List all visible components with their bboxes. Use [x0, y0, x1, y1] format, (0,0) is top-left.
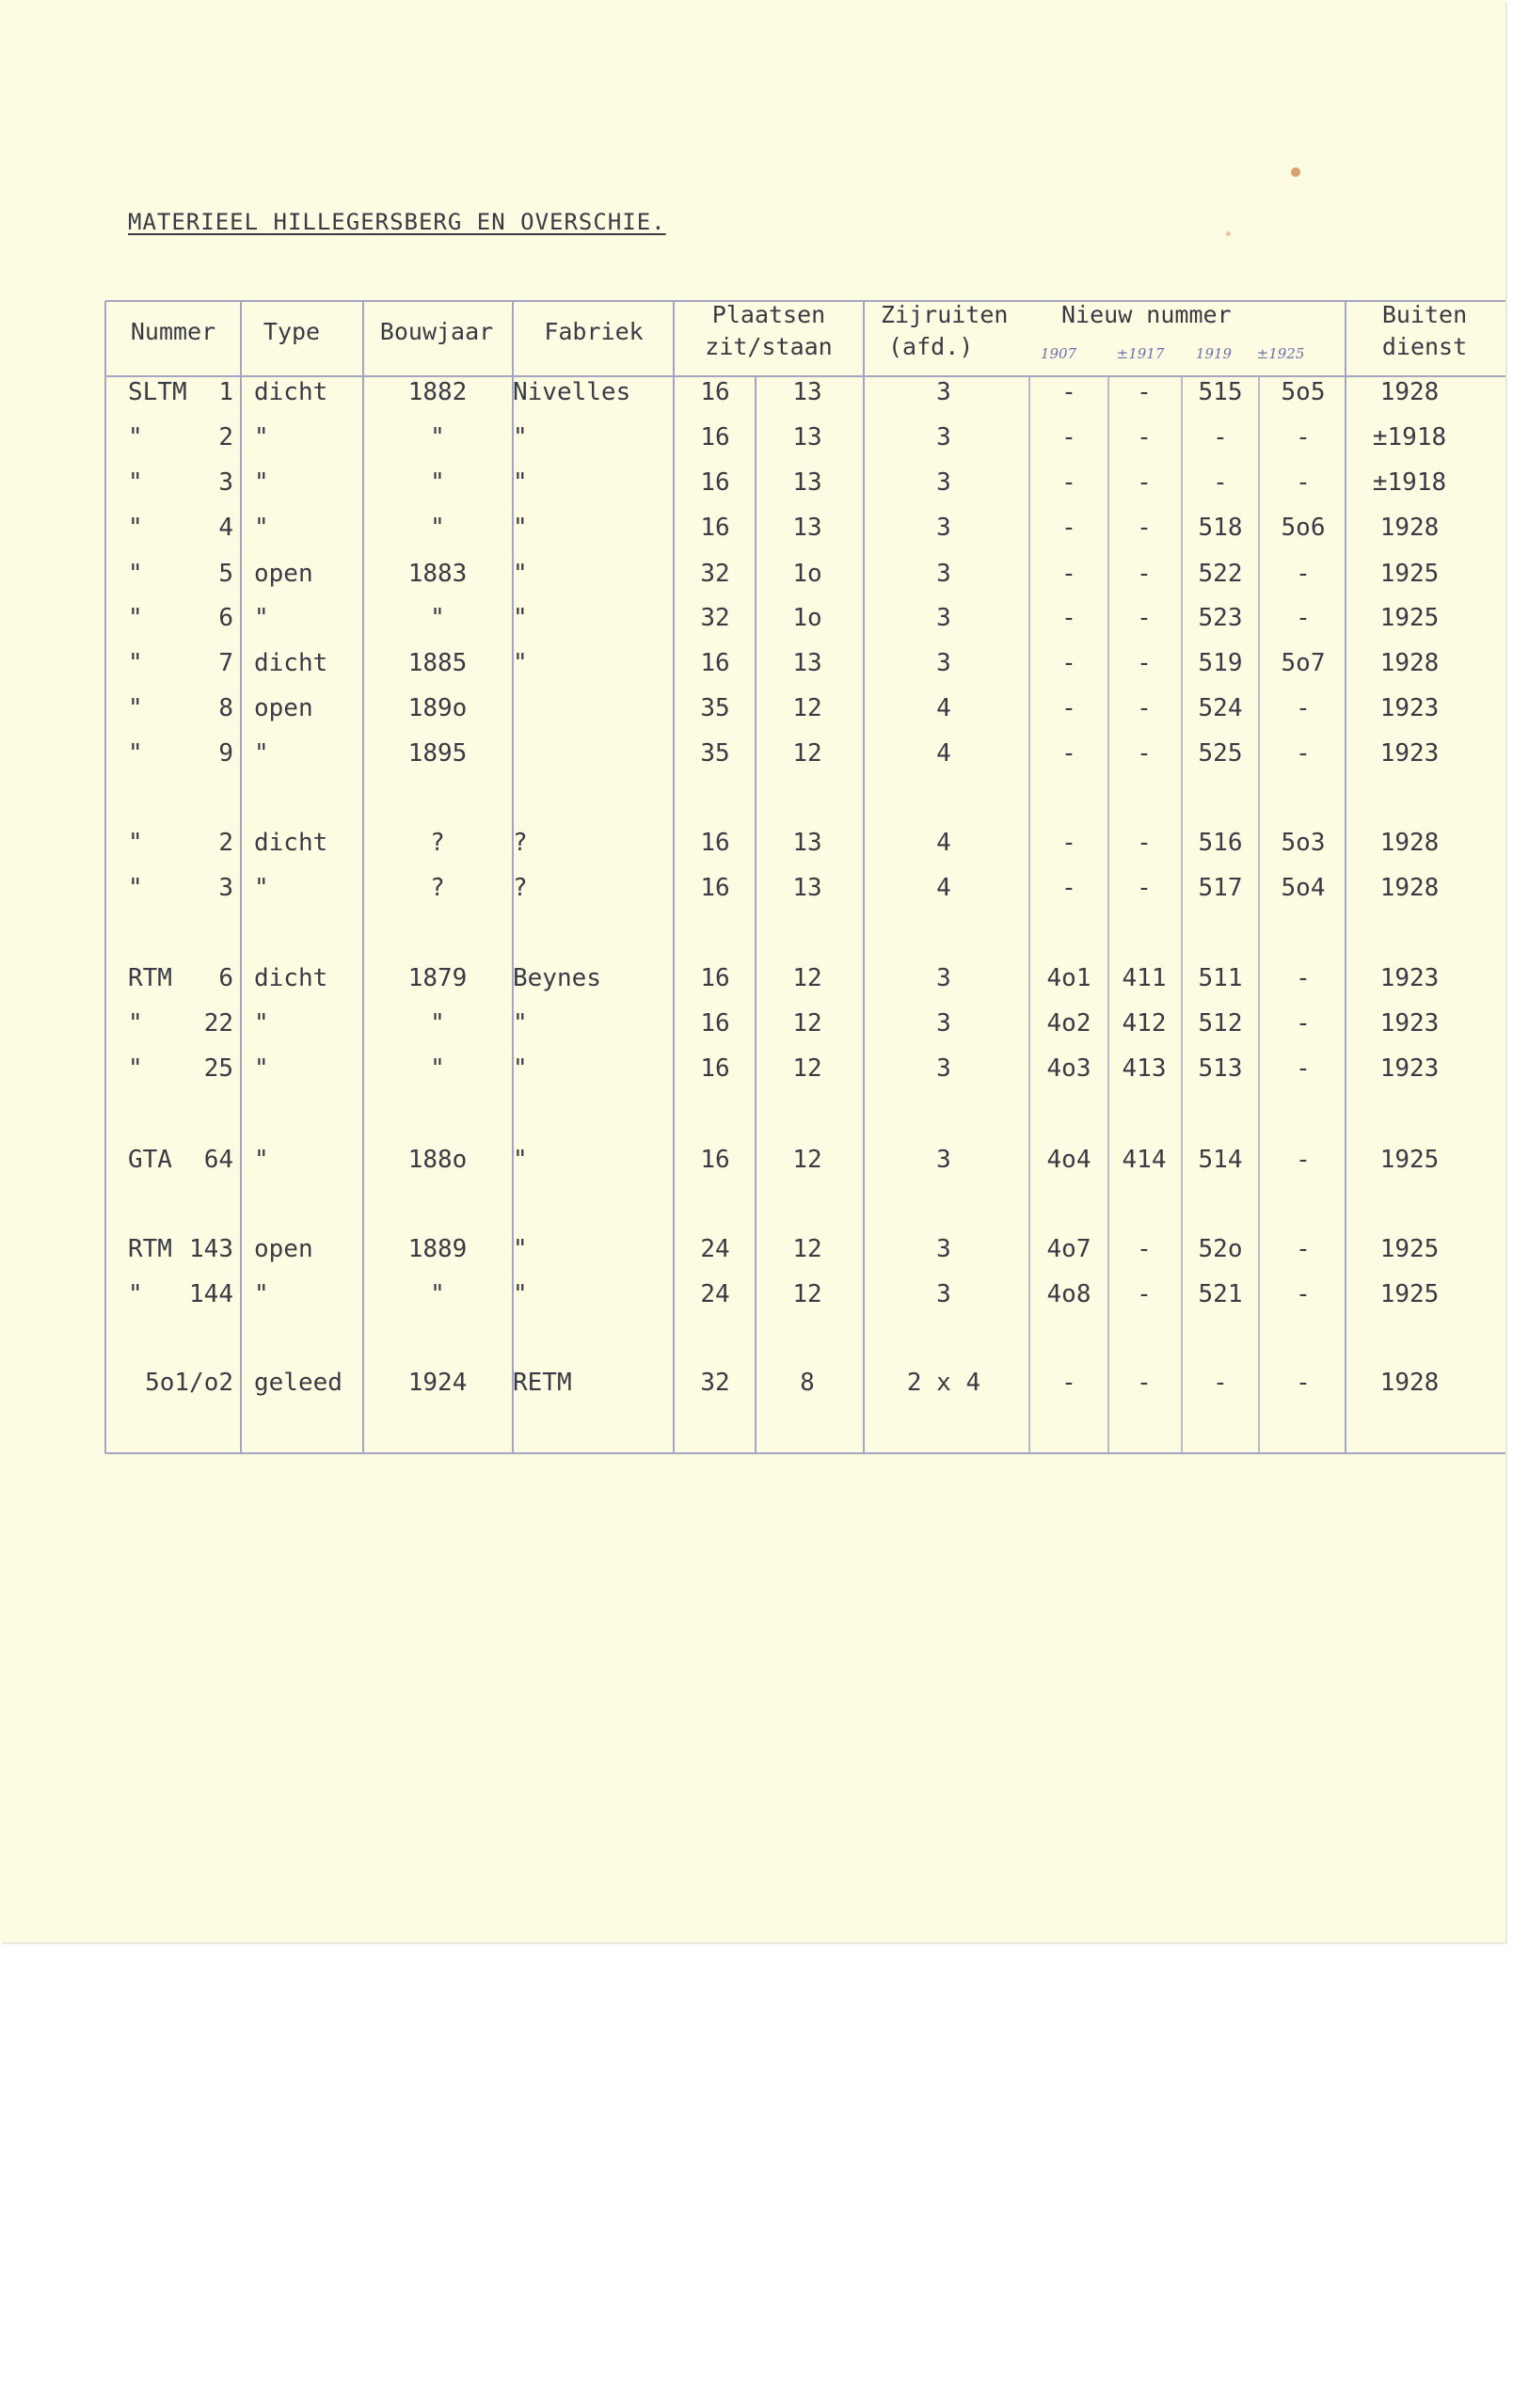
cell-type: open — [254, 1235, 313, 1263]
cell-n2: - — [1137, 649, 1152, 677]
cell-n2: - — [1137, 739, 1152, 768]
cell-prefix: " — [128, 1280, 143, 1308]
header-nieuw-nummer: Nieuw nummer — [1061, 301, 1232, 328]
handwritten-year: ±1925 — [1256, 345, 1305, 362]
cell-bouwjaar: ? — [430, 829, 445, 857]
cell-type: " — [254, 1054, 269, 1083]
cell-prefix: SLTM — [128, 378, 187, 406]
cell-zij: 3 — [936, 649, 951, 677]
cell-buiten: ±1918 — [1372, 423, 1447, 452]
cell-fabriek: " — [513, 649, 528, 677]
cell-staan: 12 — [792, 739, 822, 768]
cell-type: " — [254, 468, 269, 497]
cell-staan: 8 — [800, 1369, 815, 1397]
cell-fabriek: ? — [513, 874, 528, 902]
cell-type: " — [254, 514, 269, 542]
cell-n1: 4o4 — [1046, 1146, 1091, 1174]
cell-type: " — [254, 739, 269, 768]
cell-n3: 519 — [1198, 649, 1243, 677]
cell-prefix: " — [128, 649, 143, 677]
cell-bouwjaar: 1889 — [407, 1235, 468, 1263]
cell-zij: 4 — [936, 874, 951, 902]
cell-type: dicht — [254, 649, 328, 677]
header-dienst: dienst — [1381, 333, 1468, 360]
cell-num: 22 — [203, 1009, 233, 1038]
cell-n4: - — [1296, 468, 1311, 497]
cell-staan: 13 — [792, 378, 822, 406]
cell-type: geleed — [254, 1369, 342, 1397]
cell-n2: - — [1137, 829, 1152, 857]
cell-num: 9 — [218, 739, 233, 768]
cell-bouwjaar: 1924 — [407, 1369, 468, 1397]
cell-zij: 4 — [936, 694, 951, 722]
cell-zit: 16 — [700, 649, 730, 677]
cell-zit: 24 — [700, 1235, 730, 1263]
cell-n4: - — [1296, 604, 1311, 632]
cell-zij: 3 — [936, 1280, 951, 1308]
cell-n4: 5o4 — [1281, 874, 1326, 902]
cell-fabriek: " — [513, 1009, 528, 1038]
cell-staan: 1o — [792, 560, 822, 588]
cell-bouwjaar: 188o — [407, 1146, 468, 1174]
cell-fabriek: " — [513, 604, 528, 632]
cell-prefix: RTM — [128, 1235, 172, 1263]
cell-n4: 5o7 — [1281, 649, 1326, 677]
cell-zit: 16 — [700, 423, 730, 452]
cell-zit: 35 — [700, 694, 730, 722]
cell-bouwjaar: 1895 — [407, 739, 468, 768]
cell-staan: 13 — [792, 468, 822, 497]
cell-num: 8 — [218, 694, 233, 722]
cell-n4: 5o5 — [1281, 378, 1326, 406]
header-zijruiten: Zijruiten — [881, 301, 1009, 328]
cell-n1: - — [1061, 829, 1076, 857]
cell-buiten: 1925 — [1379, 560, 1440, 588]
cell-buiten: 1928 — [1379, 874, 1440, 902]
cell-zij: 4 — [936, 739, 951, 768]
cell-buiten: 1923 — [1379, 739, 1440, 768]
cell-fabriek: " — [513, 468, 528, 497]
cell-n2: - — [1137, 378, 1152, 406]
header-nummer: Nummer — [130, 318, 216, 345]
cell-zij: 3 — [936, 1146, 951, 1174]
cell-staan: 12 — [792, 1009, 822, 1038]
cell-prefix: GTA — [128, 1146, 172, 1174]
cell-prefix: RTM — [128, 964, 172, 992]
cell-buiten: 1928 — [1379, 649, 1440, 677]
cell-type: " — [254, 1009, 269, 1038]
cell-bouwjaar: ? — [430, 874, 445, 902]
cell-n1: - — [1061, 560, 1076, 588]
header-type: Type — [263, 318, 321, 345]
cell-buiten: 1923 — [1379, 964, 1440, 992]
cell-n2: 414 — [1122, 1146, 1167, 1174]
handwritten-year: 1919 — [1195, 345, 1233, 362]
cell-bouwjaar: " — [430, 423, 445, 452]
cell-n2: - — [1137, 560, 1152, 588]
cell-type: open — [254, 694, 313, 722]
cell-buiten: 1925 — [1379, 604, 1440, 632]
cell-num: 25 — [203, 1054, 233, 1083]
cell-n2: - — [1137, 604, 1152, 632]
cell-n4: 5o6 — [1281, 514, 1326, 542]
cell-n4: - — [1296, 1369, 1311, 1397]
cell-zit: 32 — [700, 604, 730, 632]
cell-n2: - — [1137, 1280, 1152, 1308]
cell-fabriek: " — [513, 1146, 528, 1174]
cell-zij: 3 — [936, 964, 951, 992]
cell-staan: 12 — [792, 1146, 822, 1174]
cell-zij: 3 — [936, 423, 951, 452]
cell-buiten: 1928 — [1379, 1369, 1440, 1397]
cell-bouwjaar: " — [430, 514, 445, 542]
cell-n4: - — [1296, 1280, 1311, 1308]
cell-n3: - — [1213, 423, 1228, 452]
paper-stain — [1291, 167, 1300, 177]
cell-zij: 3 — [936, 1054, 951, 1083]
cell-zij: 3 — [936, 378, 951, 406]
cell-n3: 52o — [1198, 1235, 1243, 1263]
cell-zij: 3 — [936, 1009, 951, 1038]
cell-bouwjaar: 1883 — [407, 560, 468, 588]
cell-buiten: 1925 — [1379, 1280, 1440, 1308]
cell-type: dicht — [254, 378, 328, 406]
cell-type: " — [254, 1280, 269, 1308]
cell-n1: - — [1061, 694, 1076, 722]
cell-fabriek: Nivelles — [513, 378, 631, 406]
header-zit-staan: zit/staan — [705, 333, 833, 360]
cell-staan: 12 — [792, 964, 822, 992]
cell-zit: 32 — [700, 560, 730, 588]
cell-num: 143 — [189, 1235, 233, 1263]
cell-n3: 524 — [1198, 694, 1243, 722]
cell-n3: 514 — [1198, 1146, 1243, 1174]
cell-n2: 412 — [1122, 1009, 1167, 1038]
cell-prefix: " — [128, 694, 143, 722]
cell-n1: - — [1061, 514, 1076, 542]
header-plaatsen: Plaatsen — [711, 301, 826, 328]
cell-prefix: " — [128, 874, 143, 902]
cell-zit: 16 — [700, 1146, 730, 1174]
cell-fabriek: " — [513, 560, 528, 588]
cell-n2: - — [1137, 694, 1152, 722]
handwritten-year: 1907 — [1040, 345, 1077, 362]
cell-fabriek: ? — [513, 829, 528, 857]
cell-buiten: 1925 — [1379, 1146, 1440, 1174]
cell-num: 5o1/o2 — [145, 1369, 233, 1397]
cell-n3: 511 — [1198, 964, 1243, 992]
paper-stain — [1226, 231, 1231, 236]
cell-fabriek: " — [513, 423, 528, 452]
cell-n1: 4o1 — [1046, 964, 1091, 992]
handwritten-year: ±1917 — [1116, 345, 1165, 362]
cell-buiten: 1928 — [1379, 378, 1440, 406]
cell-staan: 12 — [792, 1280, 822, 1308]
cell-zij: 3 — [936, 468, 951, 497]
cell-n4: 5o3 — [1281, 829, 1326, 857]
cell-bouwjaar: " — [430, 1280, 445, 1308]
cell-type: open — [254, 560, 313, 588]
cell-num: 2 — [218, 829, 233, 857]
cell-zit: 24 — [700, 1280, 730, 1308]
cell-fabriek: " — [513, 1235, 528, 1263]
header-fabriek: Fabriek — [544, 318, 644, 345]
cell-n4: - — [1296, 694, 1311, 722]
cell-n1: 4o7 — [1046, 1235, 1091, 1263]
cell-n3: 521 — [1198, 1280, 1243, 1308]
cell-bouwjaar: " — [430, 1054, 445, 1083]
cell-buiten: 1923 — [1379, 694, 1440, 722]
cell-prefix: " — [128, 829, 143, 857]
cell-buiten: 1928 — [1379, 514, 1440, 542]
cell-n2: - — [1137, 874, 1152, 902]
cell-num: 64 — [203, 1146, 233, 1174]
cell-buiten: 1923 — [1379, 1054, 1440, 1083]
cell-n3: - — [1213, 468, 1228, 497]
cell-prefix: " — [128, 468, 143, 497]
header-buiten: Buiten — [1381, 301, 1468, 328]
cell-num: 144 — [189, 1280, 233, 1308]
cell-bouwjaar: " — [430, 1009, 445, 1038]
cell-buiten: ±1918 — [1372, 468, 1447, 497]
cell-prefix: " — [128, 739, 143, 768]
cell-n3: 516 — [1198, 829, 1243, 857]
cell-zij: 3 — [936, 1235, 951, 1263]
cell-n2: - — [1137, 514, 1152, 542]
cell-prefix: " — [128, 560, 143, 588]
cell-n1: - — [1061, 378, 1076, 406]
cell-staan: 13 — [792, 423, 822, 452]
cell-prefix: " — [128, 604, 143, 632]
cell-n3: 512 — [1198, 1009, 1243, 1038]
cell-n4: - — [1296, 423, 1311, 452]
header-afd: (afd.) — [888, 333, 974, 360]
cell-n2: - — [1137, 1235, 1152, 1263]
cell-staan: 12 — [792, 1054, 822, 1083]
cell-num: 6 — [218, 964, 233, 992]
cell-zit: 16 — [700, 829, 730, 857]
cell-prefix: " — [128, 1009, 143, 1038]
cell-n1: 4o8 — [1046, 1280, 1091, 1308]
cell-fabriek: " — [513, 514, 528, 542]
cell-num: 6 — [218, 604, 233, 632]
cell-n1: 4o3 — [1046, 1054, 1091, 1083]
cell-zit: 16 — [700, 874, 730, 902]
cell-zij: 3 — [936, 560, 951, 588]
cell-n1: - — [1061, 739, 1076, 768]
cell-type: " — [254, 604, 269, 632]
cell-buiten: 1923 — [1379, 1009, 1440, 1038]
cell-zij: 2 x 4 — [906, 1369, 981, 1397]
cell-zij: 3 — [936, 514, 951, 542]
cell-n4: - — [1296, 739, 1311, 768]
cell-fabriek: " — [513, 1054, 528, 1083]
cell-type: dicht — [254, 829, 328, 857]
cell-buiten: 1925 — [1379, 1235, 1440, 1263]
cell-n3: 517 — [1198, 874, 1243, 902]
cell-staan: 12 — [792, 1235, 822, 1263]
cell-bouwjaar: 189o — [407, 694, 468, 722]
cell-bouwjaar: 1879 — [407, 964, 468, 992]
cell-n2: - — [1137, 423, 1152, 452]
cell-n4: - — [1296, 1054, 1311, 1083]
cell-num: 3 — [218, 874, 233, 902]
cell-zit: 16 — [700, 378, 730, 406]
cell-n1: - — [1061, 604, 1076, 632]
cell-n1: - — [1061, 423, 1076, 452]
cell-type: " — [254, 423, 269, 452]
cell-staan: 1o — [792, 604, 822, 632]
cell-n4: - — [1296, 964, 1311, 992]
cell-n4: - — [1296, 1009, 1311, 1038]
cell-zit: 16 — [700, 964, 730, 992]
cell-n2: 413 — [1122, 1054, 1167, 1083]
cell-zit: 16 — [700, 1054, 730, 1083]
cell-type: " — [254, 1146, 269, 1174]
cell-n2: 411 — [1122, 964, 1167, 992]
cell-zit: 35 — [700, 739, 730, 768]
cell-zit: 32 — [700, 1369, 730, 1397]
cell-n4: - — [1296, 560, 1311, 588]
cell-num: 7 — [218, 649, 233, 677]
cell-num: 4 — [218, 514, 233, 542]
cell-bouwjaar: 1885 — [407, 649, 468, 677]
cell-zij: 4 — [936, 829, 951, 857]
cell-bouwjaar: " — [430, 604, 445, 632]
cell-bouwjaar: 1882 — [407, 378, 468, 406]
cell-n2: - — [1137, 468, 1152, 497]
cell-n3: 525 — [1198, 739, 1243, 768]
cell-zit: 16 — [700, 468, 730, 497]
cell-staan: 13 — [792, 514, 822, 542]
document-title: MATERIEEL HILLEGERSBERG EN OVERSCHIE. — [128, 209, 666, 235]
cell-num: 3 — [218, 468, 233, 497]
cell-staan: 13 — [792, 829, 822, 857]
cell-num: 2 — [218, 423, 233, 452]
cell-prefix: " — [128, 514, 143, 542]
cell-num: 5 — [218, 560, 233, 588]
cell-fabriek: Beynes — [513, 964, 601, 992]
cell-num: 1 — [218, 378, 233, 406]
header-bouwjaar: Bouwjaar — [379, 318, 494, 345]
cell-n3: 518 — [1198, 514, 1243, 542]
cell-n1: - — [1061, 468, 1076, 497]
cell-n1: - — [1061, 874, 1076, 902]
cell-type: " — [254, 874, 269, 902]
cell-bouwjaar: " — [430, 468, 445, 497]
cell-n1: - — [1061, 1369, 1076, 1397]
cell-staan: 13 — [792, 874, 822, 902]
cell-fabriek: RETM — [513, 1369, 572, 1397]
cell-n3: 515 — [1198, 378, 1243, 406]
cell-n3: 523 — [1198, 604, 1243, 632]
cell-n3: 513 — [1198, 1054, 1243, 1083]
cell-n1: 4o2 — [1046, 1009, 1091, 1038]
cell-staan: 13 — [792, 649, 822, 677]
cell-n3: - — [1213, 1369, 1228, 1397]
cell-staan: 12 — [792, 694, 822, 722]
cell-n2: - — [1137, 1369, 1152, 1397]
cell-type: dicht — [254, 964, 328, 992]
cell-zit: 16 — [700, 1009, 730, 1038]
cell-n4: - — [1296, 1146, 1311, 1174]
cell-n1: - — [1061, 649, 1076, 677]
cell-fabriek: " — [513, 1280, 528, 1308]
cell-zit: 16 — [700, 514, 730, 542]
cell-n4: - — [1296, 1235, 1311, 1263]
cell-prefix: " — [128, 423, 143, 452]
cell-zij: 3 — [936, 604, 951, 632]
cell-prefix: " — [128, 1054, 143, 1083]
cell-n3: 522 — [1198, 560, 1243, 588]
cell-buiten: 1928 — [1379, 829, 1440, 857]
